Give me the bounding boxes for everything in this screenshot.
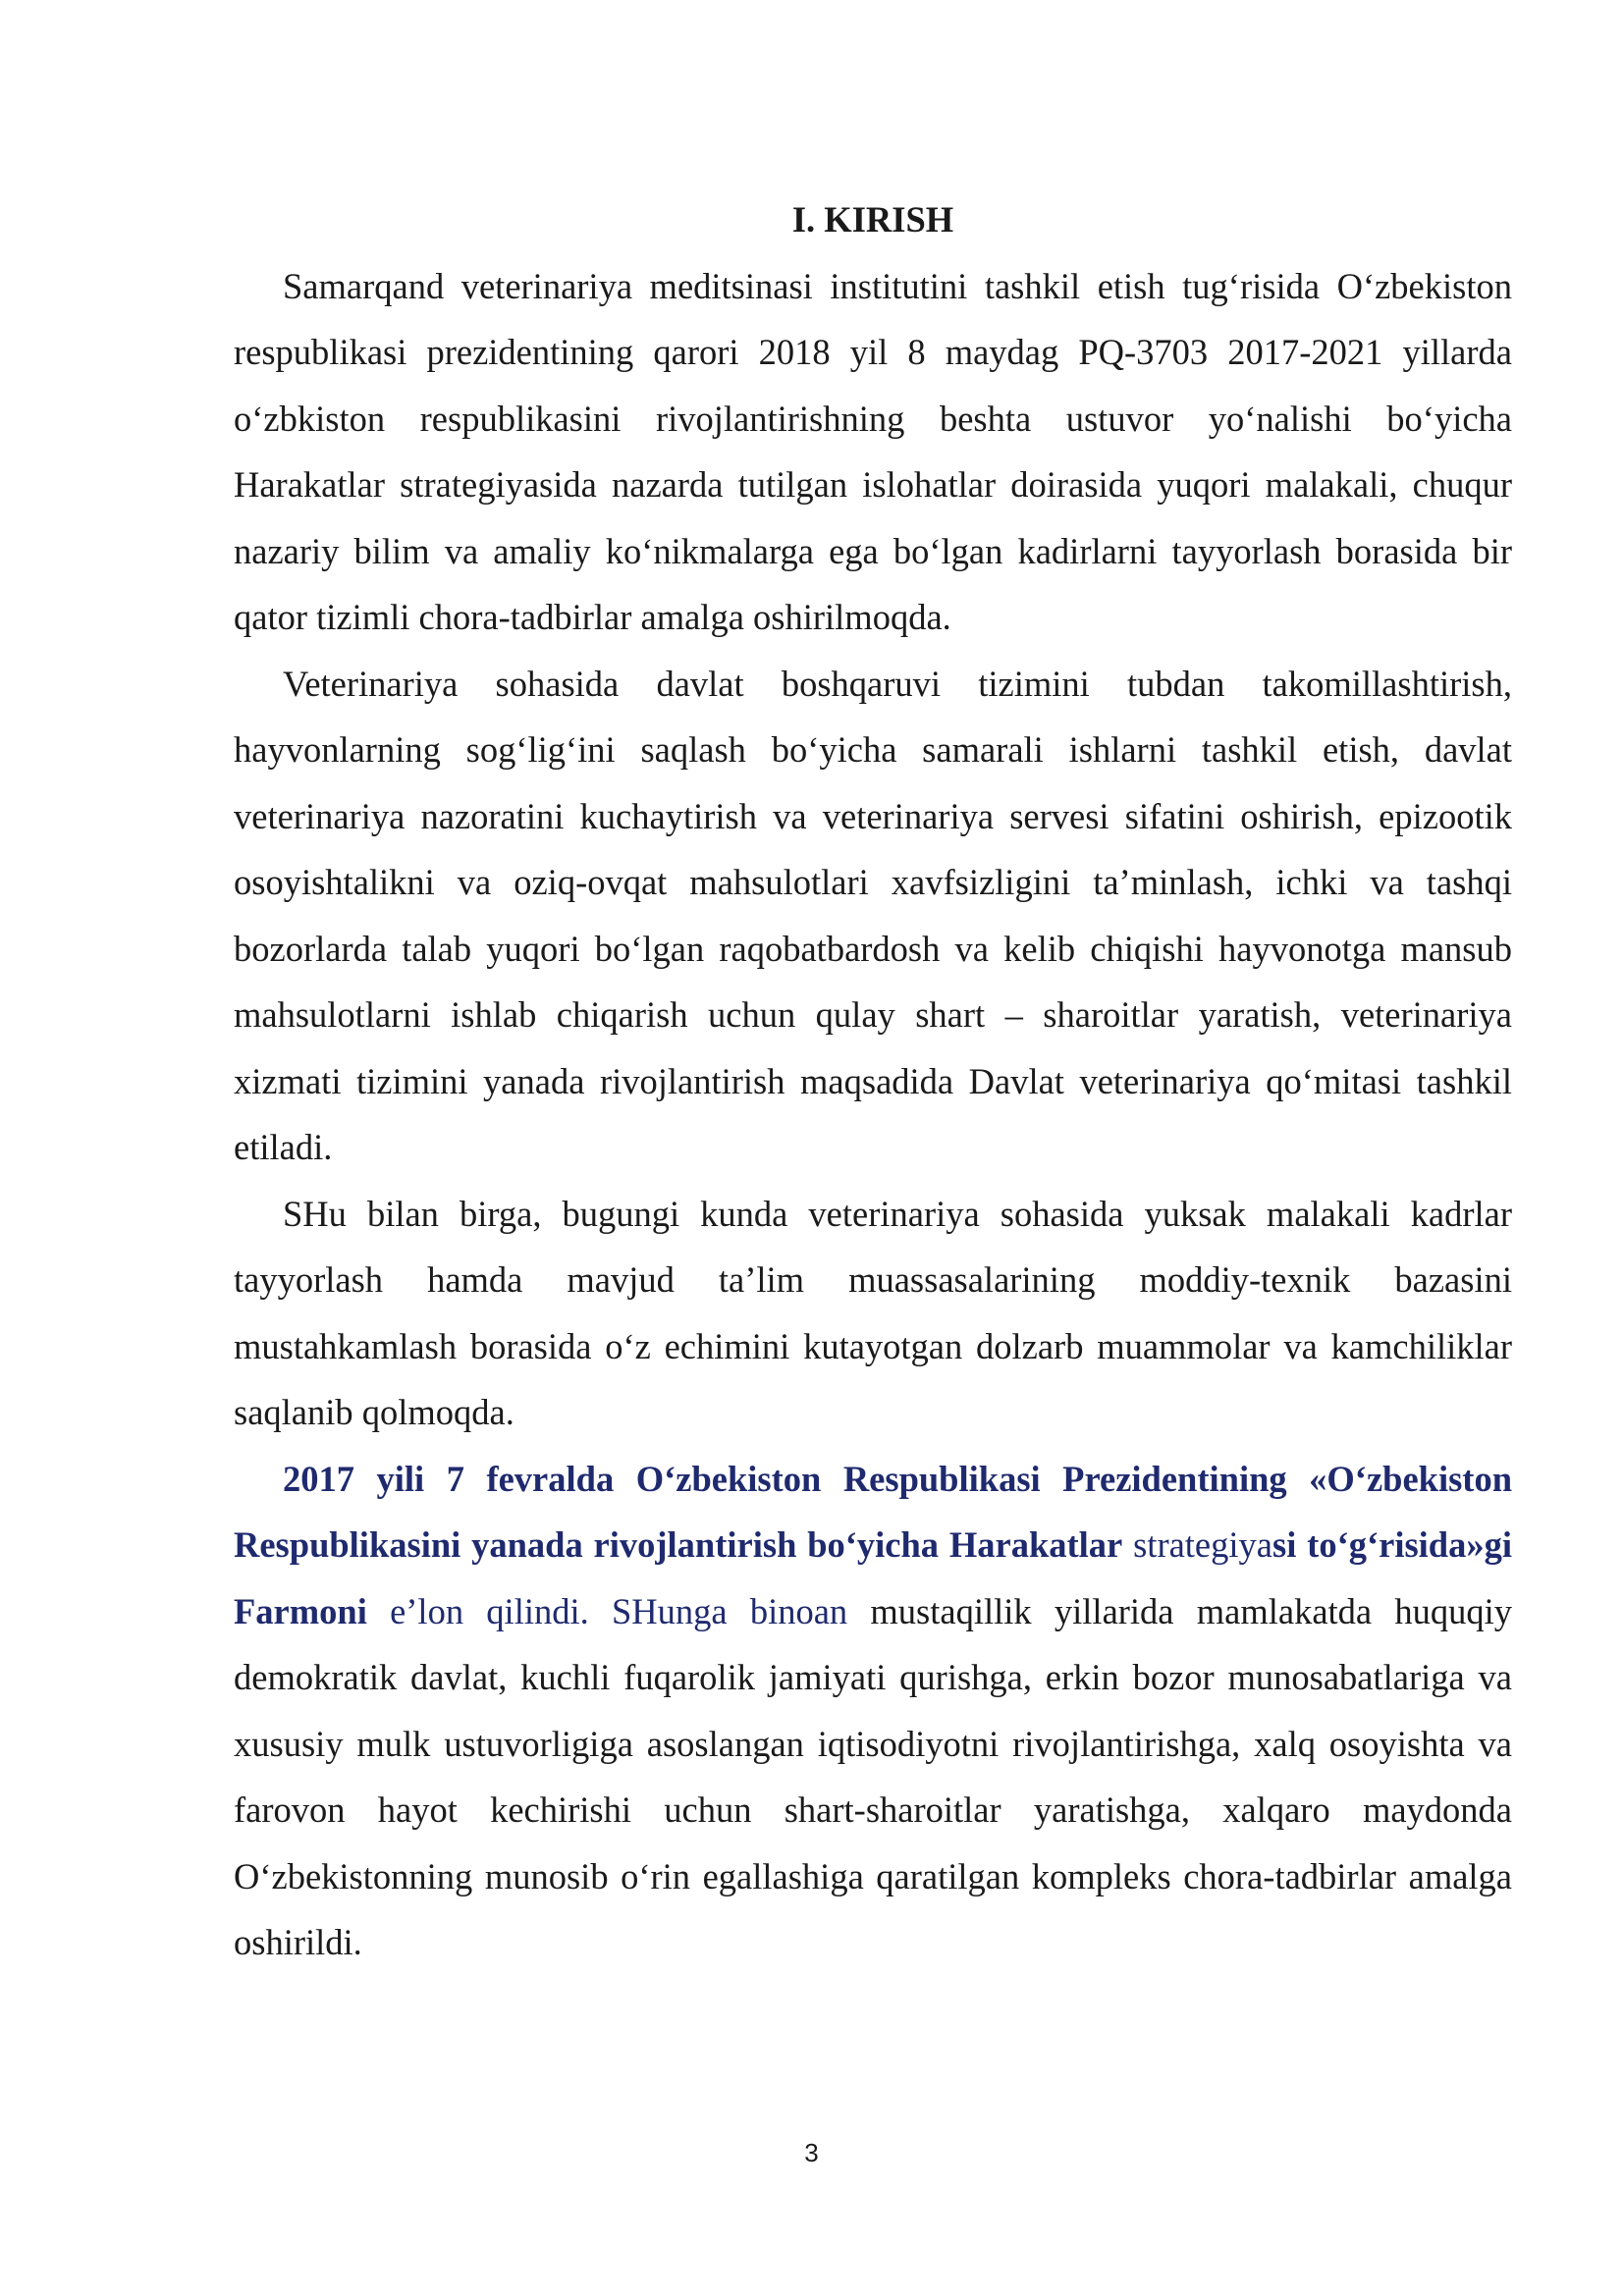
- decree-title-part-3: si to‘g‘risida»gi Farmoni: [234, 1524, 1512, 1631]
- paragraph: Samarqand veterinariya meditsinasi institutini tashkil etish tug‘risida O‘zbekiston respublikasi prezidentining qarori 2018 yil 8 maydag PQ-3703 2017-2021 yillarda o‘zbkiston respublikasini rivojlantirishning beshta ustuvor yo‘nalishi bo‘yicha Harakatlar strategiyasida nazarda tutilgan islohatlar doirasida yuqori malakali, chuqur nazariy bilim va amaliy ko‘nikmalarga ega bo‘lgan kadirlarni tayyorlash borasida bir qator tizimli chora-tadbirlar amalga oshirilmoqda.: [234, 265, 1512, 637]
- decree-description: mustaqillik yillarida mamlakatda huquqiy demokratik davlat, kuchli fuqarolik jamiyati qurishga, erkin bozor munosabatlariga va xususiy mulk ustuvorligiga asoslangan iqtisodiyotni rivojlantirishga, xalq osoyishta va farovon hayot kechirishi uchun shart-sharoitlar yaratishga, xalqaro maydonda O‘zbekistonning munosib o‘rin egallashiga qaratilgan kompleks chora-tadbirlar amalga oshirildi.: [234, 1590, 1512, 1962]
- paragraph-decree: [234, 1446, 1512, 1976]
- decree-title-part-1: 2017 yili 7 fevralda O‘zbekiston Respublikasi Prezidentining «O‘zbekiston Respublikasini yanada rivojlantirish bo‘yicha Harakatlar: [234, 1458, 1512, 1565]
- section-heading: I. KIRISH: [791, 199, 954, 240]
- paragraph: SHu bilan birga, bugungi kunda veterinariya sohasida yuksak malakali kadrlar tayyorlash hamda mavjud ta’lim muassasalarining moddiy-texnik bazasini mustahkamlash borasida o‘z echimini kutayotgan dolzarb muammolar va kamchiliklar saqlanib qolmoqda.: [234, 1193, 1512, 1432]
- document-body: [234, 187, 1512, 1976]
- paragraph: Veterinariya sohasida davlat boshqaruvi tizimini tubdan takomillashtirish, hayvonlarning sog‘lig‘ini saqlash bo‘yicha samarali ishlarni tashkil etish, davlat veterinariya nazoratini kuchaytirish va veterinariya servesi sifatini oshirish, epizootik osoyishtalikni va oziq-ovqat mahsulotlari xavfsizligini ta’minlash, ichki va tashqi bozorlarda talab yuqori bo‘lgan raqobatbardosh va kelib chiqishi hayvonotga mansub mahsulotlarni ishlab chiqarish uchun qulay shart – sharoitlar yaratish, veterinariya xizmati tizimini yanada rivojlantirish maqsadida Davlat veterinariya qo‘mitasi tashkil etiladi.: [234, 663, 1512, 1167]
- page-number: 3: [804, 2138, 819, 2167]
- decree-announcement: e’lon qilindi. SHunga binoan: [366, 1590, 848, 1631]
- decree-title-part-2: strategiya: [1122, 1524, 1272, 1565]
